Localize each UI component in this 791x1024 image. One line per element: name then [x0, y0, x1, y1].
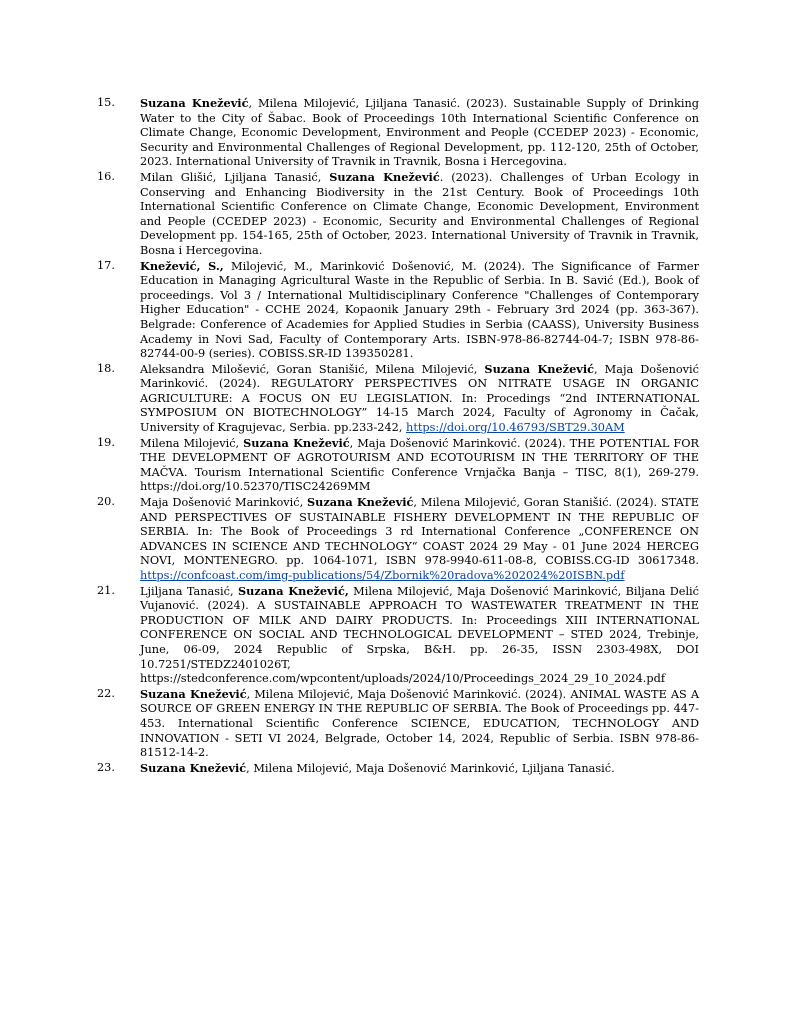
reference-text-segment: , Maja Došenović Marinković. (2024). THE POTENTIAL FOR THE DEVELOPMENT OF AGROTOURISM AND ECOTOURISM IN THE TERRITORY OF THE MAČVA. Tourism International Scientific Conference Vrnjačka Banja – TISC, 8(1), 269-279. https://doi.org/10.52370/TISC24269MM: [140, 436, 699, 494]
author-name-bold: Suzana Knežević: [140, 760, 247, 775]
reference-list: [0, 96, 791, 776]
reference-number: 18.: [97, 361, 115, 375]
reference-text: [140, 170, 699, 259]
reference-item: [0, 495, 791, 584]
author-name-bold: Knežević, S.,: [140, 258, 224, 273]
reference-item: [0, 362, 791, 436]
reference-text-segment: Milena Milojević,: [140, 436, 244, 450]
author-name-bold: Suzana Knežević: [307, 495, 414, 510]
reference-text: [140, 761, 699, 777]
reference-item: [0, 584, 791, 687]
reference-item: [0, 687, 791, 761]
reference-text-segment: Milojević, M., Marinković Došenović, M. (2024). The Significance of Farmer Education in Managing Agricultural Waste in the Republic of Serbia. In B. Savić (Ed.), Book of proceedings. Vol 3 / International Multidisciplinary Conference "Challenges of Contemporary Higher Education" - CCHE 2024, Kopaonik January 29th - February 3rd 2024 (pp. 363-367). Belgrade: Conference of Academies for Applied Studies in Serbia (CAASS), University Business Academy in Novi Sad, Faculty of Contemporary Arts. ISBN-978-86-82744-04-7; ISBN 978-86-82744-00-9 (series). COBISS.SR-ID 139350281.: [140, 259, 699, 361]
reference-number: 16.: [97, 169, 115, 183]
author-name-bold: Suzana Knežević,: [237, 583, 349, 598]
reference-number: 15.: [97, 96, 115, 109]
reference-text-segment: , Milena Milojević, Goran Stanišić. (2024). STATE AND PERSPECTIVES OF SUSTAINABLE FISHERY DEVELOPMENT IN THE REPUBLIC OF SERBIA. In: The Book of Proceedings 3 rd International Conference „CONFERENCE ON ADVANCES IN SCIENCE AND TECHNOLOGY“ COAST 2024 29 May - 01 June 2024 HERCEG NOVI, MONTENEGRO. pp. 1064-1071, ISBN 978-9940-611-08-8, COBISS.CG-ID 30617348.: [140, 496, 699, 568]
reference-text: [140, 687, 699, 761]
reference-link[interactable]: https://doi.org/10.46793/SBT29.30AM: [406, 421, 625, 435]
reference-item: [0, 96, 791, 170]
reference-text-segment: . (2023). Challenges of Urban Ecology in Conserving and Enhancing Biodiversity in the 21st Century. Book of Proceedings 10th International Scientific Conference on Climate Change, Economic Development, Environment and People (CCEDEP 2023) - Economic, Security and Environmental Challenges of Regional Development pp. 154-165, 25th of October, 2023. International University of Travnik in Travnik, Bosna i Hercegovina.: [140, 170, 699, 257]
reference-number: 19.: [97, 435, 115, 449]
reference-item: [0, 259, 791, 362]
reference-number: 20.: [97, 495, 115, 509]
reference-text-segment: , Milena Milojević, Maja Došenović Marinković, Ljiljana Tanasić.: [246, 761, 615, 775]
reference-number: 22.: [97, 686, 115, 700]
reference-number: 17.: [97, 258, 115, 272]
reference-text-segment: Milena Milojević, Maja Došenović Marinković, Biljana Delić Vujanović. (2024). A SUSTAINABLE APPROACH TO WASTEWATER TREATMENT IN THE PRODUCTION OF MILK AND DAIRY PRODUCTS. In: Proceedings XIII INTERNATIONAL CONFERENCE ON SOCIAL AND TECHNOLOGICAL DEVELOPMENT – STED 2024, Trebinje, June, 06-09, 2024 Republic of Srpska, B&H. pp. 26-35, ISSN 2303-498X, DOI 10.7251/STEDZ2401026T, https://stedconference.com/wpcontent/uploads/2024/10/Proceedings_2024_29_10_2024.pdf: [140, 584, 699, 686]
reference-text: [140, 584, 699, 687]
reference-text-segment: , Maja Došenović Marinković. (2024). REGULATORY PERSPECTIVES ON NITRATE USAGE IN ORGANIC AGRICULTURE: A FOCUS ON EU LEGISLATION. In: Procedings “2nd INTERNATIONAL SYMPOSIUM ON BIOTECHNOLOGY” 14-15 March 2024, Faculty of Agronomy in Čačak, University of Kragujevac, Serbia. pp.233-242,: [140, 362, 699, 435]
author-name-bold: Suzana Knežević: [140, 686, 247, 701]
reference-number: 23.: [97, 760, 115, 774]
reference-text-segment: Maja Došenović Marinković,: [140, 496, 308, 510]
author-name-bold: Suzana Knežević: [243, 435, 350, 450]
author-name-bold: Suzana Knežević: [140, 96, 249, 110]
reference-text-segment: Aleksandra Milošević, Goran Stanišić, Milena Milojević,: [140, 362, 485, 376]
reference-text-segment: , Milena Milojević, Ljiljana Tanasić. (2023). Sustainable Supply of Drinking Water to the City of Šabac. Book of Proceedings 10th International Scientific Conference on Climate Change, Economic Development, Environment and People (CCEDEP 2023) - Economic, Security and Environmental Challenges of Regional Development, pp. 112-120, 25th of October, 2023. International University of Travnik in Travnik, Bosna i Hercegovina.: [140, 97, 699, 169]
reference-link[interactable]: https://confcoast.com/img-publications/54/Zbornik%20radova%202024%20ISBN.pdf: [140, 569, 625, 582]
reference-text: [140, 436, 699, 495]
reference-item: [0, 436, 791, 495]
author-name-bold: Suzana Knežević: [329, 169, 440, 184]
reference-item: [0, 170, 791, 259]
reference-item: [0, 761, 791, 777]
reference-text-segment: Ljiljana Tanasić,: [140, 584, 238, 598]
reference-text: [140, 96, 699, 170]
reference-text: [140, 362, 699, 436]
reference-text: [140, 495, 699, 584]
author-name-bold: Suzana Knežević: [484, 361, 595, 376]
reference-number: 21.: [97, 583, 115, 597]
reference-text-segment: Milan Glišić, Ljiljana Tanasić,: [140, 170, 330, 184]
reference-text-segment: , Milena Milojević, Maja Došenović Marinković. (2024). ANIMAL WASTE AS A SOURCE OF GREEN ENERGY IN THE REPUBLIC OF SERBIA. The Book of Proceedings pp. 447-453. International Scientific Conference SCIENCE, EDUCATION, TECHNOLOGY AND INNOVATION - SETI VI 2024, Belgrade, October 14, 2024, Republic of Serbia. ISBN 978-86-81512-14-2.: [140, 687, 699, 760]
reference-text: [140, 259, 699, 362]
